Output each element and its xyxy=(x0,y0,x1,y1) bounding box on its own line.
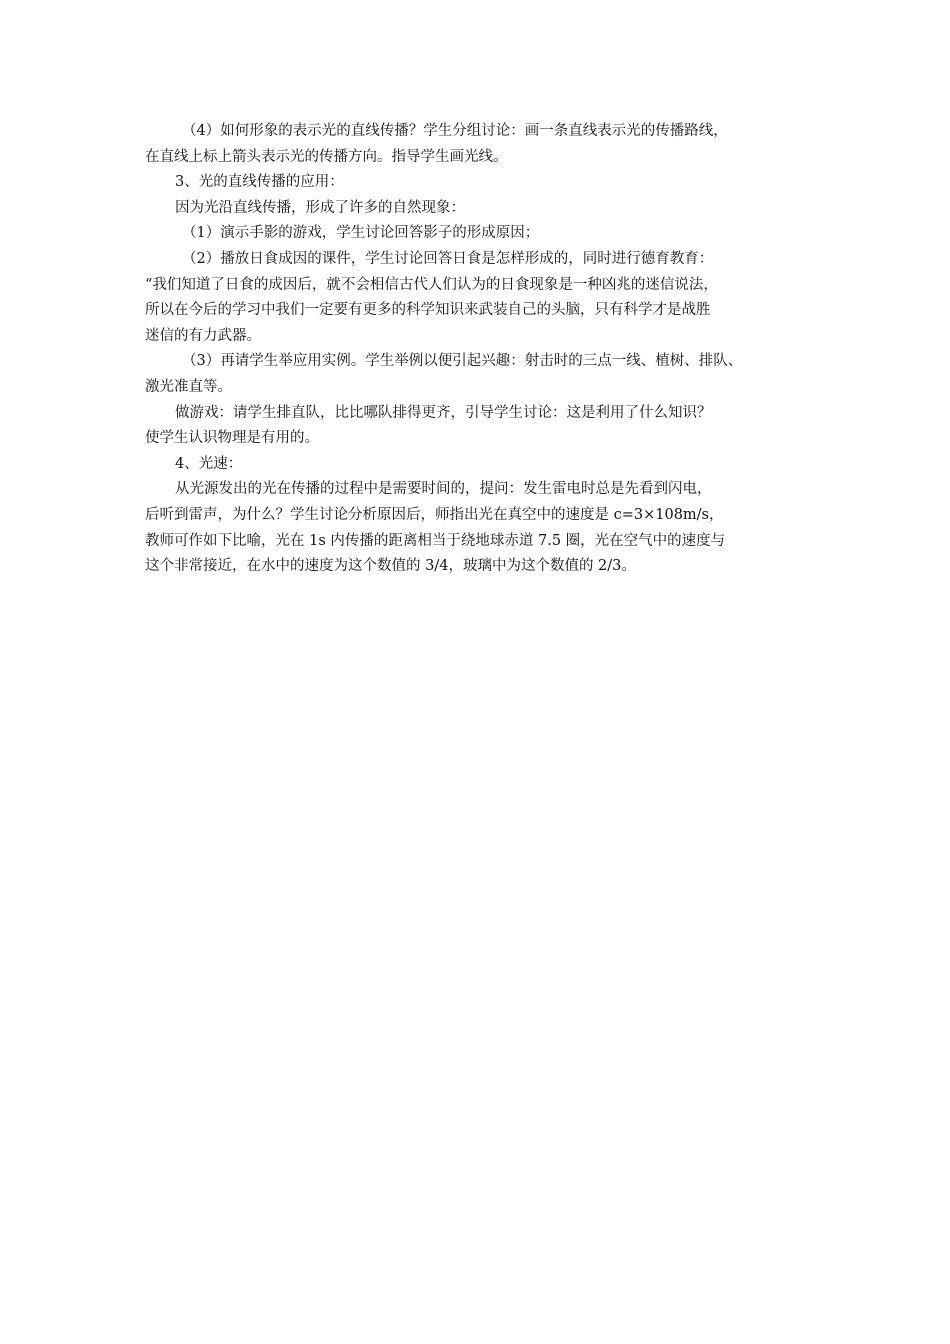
text-line: 教师可作如下比喻，光在 1s 内传播的距离相当于绕地球赤道 7.5 圈，光在空气中的速度与 xyxy=(145,532,726,549)
text-line: 在直线上标上箭头表示光的传播方向。指导学生画光线。 xyxy=(145,148,508,165)
text-line: “我们知道了日食的成因后，就不会相信古代人们认为的日食现象是一种凶兆的迷信说法， xyxy=(145,276,718,293)
section-heading: 4、光速： xyxy=(175,455,243,472)
text-line: （2）播放日食成因的课件，学生讨论回答日食是怎样形成的，同时进行德育教育： xyxy=(182,250,714,267)
text-line: 从光源发出的光在传播的过程中是需要时间的，提问：发生雷电时总是先看到闪电， xyxy=(175,481,712,498)
text-line: 这个非常接近，在水中的速度为这个数值的 3/4，玻璃中为这个数值的 2/3。 xyxy=(145,558,636,575)
document-body xyxy=(145,119,825,580)
section-heading: 3、光的直线传播的应用： xyxy=(175,174,344,191)
text-line: 所以在今后的学习中我们一定要有更多的科学知识来武装自己的头脑，只有科学才是战胜 xyxy=(145,302,711,319)
text-line: 做游戏：请学生排直队，比比哪队排得更齐，引导学生讨论：这是利用了什么知识？ xyxy=(175,404,712,421)
text-line: 迷信的有力武器。 xyxy=(145,327,261,344)
text-line: （1）演示手影的游戏，学生讨论回答影子的形成原因； xyxy=(182,225,540,242)
text-line: 激光准直等。 xyxy=(145,378,232,395)
text-line: （3）再请学生举应用实例。学生举例以便引起兴趣：射击时的三点一线、植树、排队、 xyxy=(182,353,743,370)
text-line: 后听到雷声，为什么？学生讨论分析原因后，师指出光在真空中的速度是 c=3×108m/s， xyxy=(145,506,724,523)
text-line: （4）如何形象的表示光的直线传播？学生分组讨论：画一条直线表示光的传播路线， xyxy=(182,123,728,139)
text-line: 使学生认识物理是有用的。 xyxy=(145,430,319,447)
text-line: 因为光沿直线传播，形成了许多的自然现象： xyxy=(175,199,465,216)
